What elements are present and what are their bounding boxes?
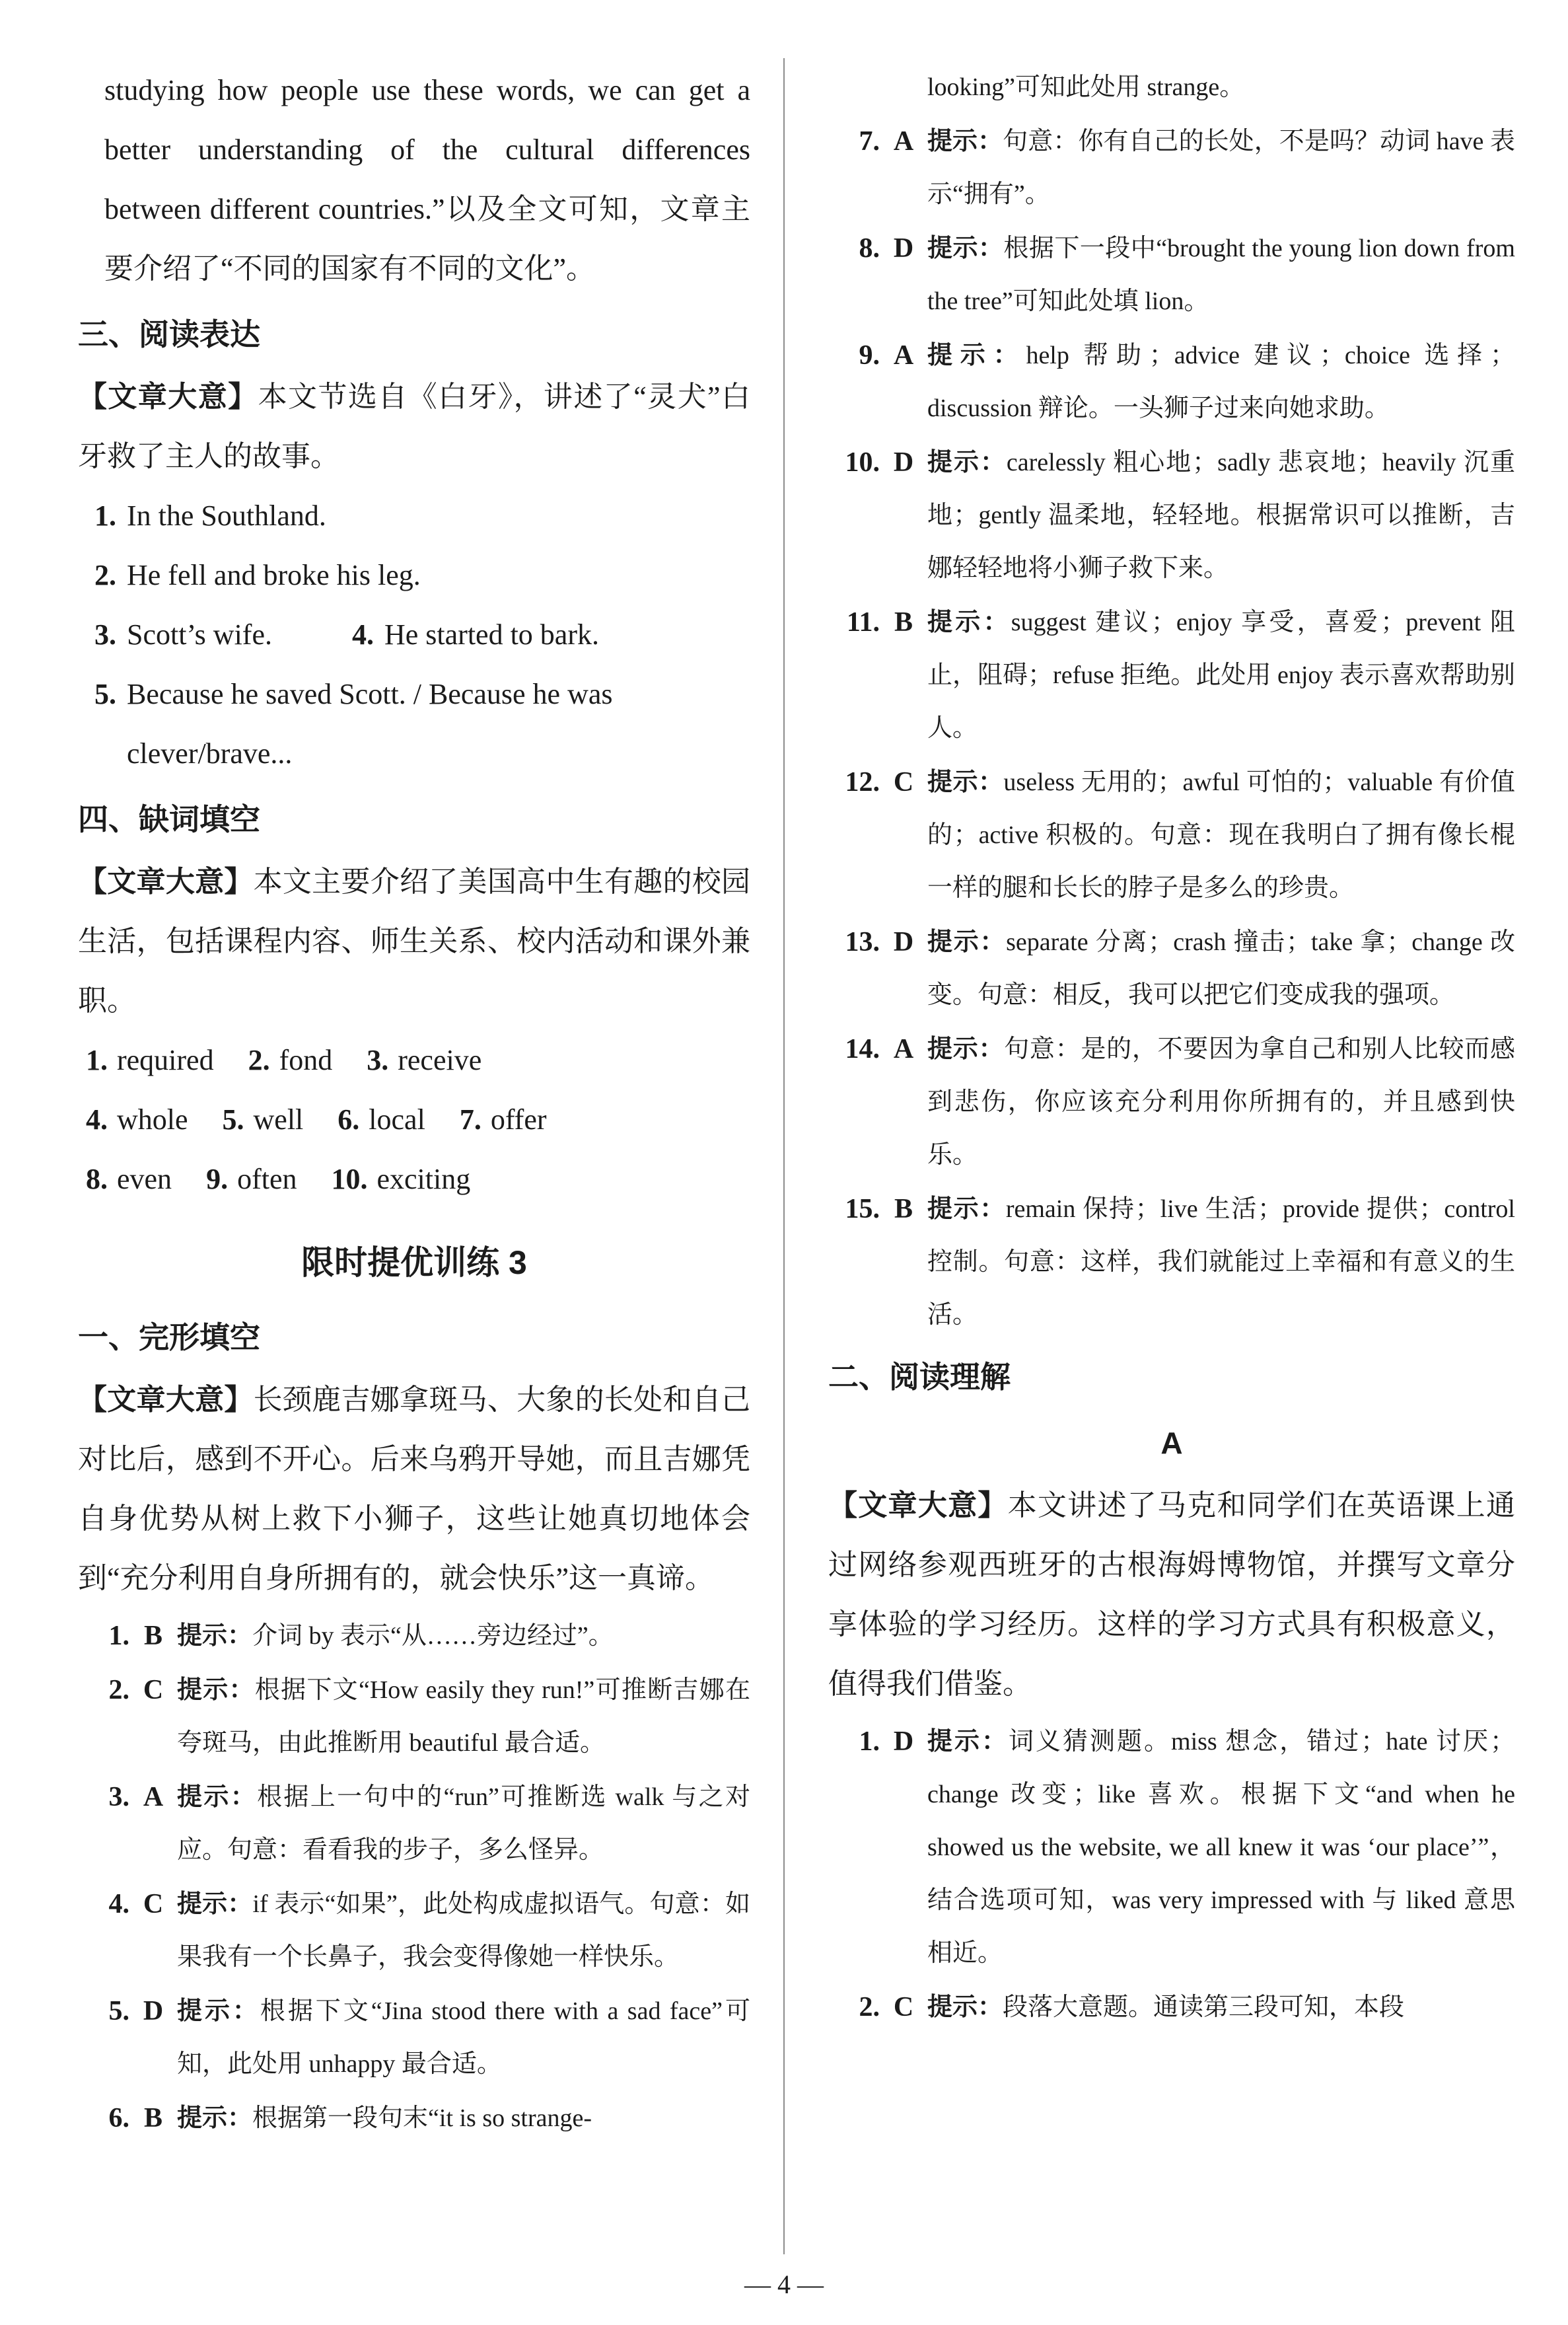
word-answer [223, 1090, 304, 1150]
answer-text: exciting [376, 1163, 471, 1195]
answer-number: 5. [108, 1996, 129, 2026]
hint-label: 提示： [177, 2104, 253, 2132]
answer-number: 13. [845, 927, 880, 957]
answer-text: whole [117, 1103, 188, 1136]
answer-item [828, 916, 1515, 1021]
word-answer [86, 1150, 172, 1209]
section-title-reading-expression: 三、阅读表达 [78, 317, 260, 351]
hint-continuation: looking”可知此处用 strange。 [927, 73, 1245, 101]
summary-text: 本文主要介绍了美国高中生有趣的校园生活，包括课程内容、师生关系、校内活动和课外兼职。 [78, 866, 751, 1017]
answer-letter: D [893, 1726, 914, 1757]
hint-text: 词义猜测题。miss 想念，错过；hate 讨厌；change 改变；like 喜欢。根据下文“and when he showed us the website, we all knew it was ‘our place’”，结合选项可知，was very impressed with 与 liked 意思相近。 [927, 1728, 1515, 1967]
answer-number: 2. [94, 559, 116, 591]
answer-item [78, 2092, 750, 2145]
hint-label: 提示： [927, 449, 1007, 476]
hint-text: remain 保持；live 生活；provide 提供；control 控制。句意：这样，我们就能过上幸福和有意义的生活。 [927, 1195, 1515, 1329]
answer-number: 5. [94, 678, 116, 710]
answer-number: 8. [86, 1163, 108, 1195]
answer-number: 5. [222, 1103, 244, 1136]
answer-text: often [237, 1163, 297, 1195]
answer-number: 2. [859, 1992, 880, 2022]
summary-text: 长颈鹿吉娜拿斑马、大象的长处和自己对比后，感到不开心。后来乌鸦开导她，而且吉娜凭自身优势从树上救下小狮子，这些让她真切地体会到“充分利用自身所拥有的，就会快乐”这一真谛。 [78, 1384, 751, 1594]
answer-number: 7. [459, 1103, 481, 1136]
word-answer [338, 1090, 425, 1150]
answer-item [828, 756, 1515, 914]
answer-number: 9. [206, 1163, 229, 1195]
answer-letter: D [893, 447, 914, 478]
answer-text: Scott’s wife. [127, 618, 272, 651]
answer-item [828, 596, 1515, 755]
answer-number: 2. [248, 1044, 270, 1076]
answer-letter: A [143, 1782, 164, 1812]
hint-text: 介词 by 表示“从……旁边经过”。 [252, 1622, 614, 1650]
right-column [828, 61, 1515, 2035]
answer-number: 3. [367, 1044, 389, 1076]
hint-label: 提示： [177, 1783, 258, 1811]
hint-text: 根据上一句中的“run”可推断选 walk 与之对应。句意：看看我的步子，多么怪异。 [177, 1783, 750, 1864]
answer-letter: C [143, 1675, 164, 1705]
answer-text: required [117, 1044, 214, 1076]
hint-label: 提示： [927, 342, 1026, 369]
hint-text: 段落大意题。通读第三段可知，本段 [1003, 1993, 1405, 2021]
short-answer [78, 665, 750, 784]
answer-number: 10. [845, 447, 880, 478]
short-answer [78, 486, 750, 546]
word-answer-row [78, 1031, 750, 1090]
answer-number: 14. [845, 1034, 880, 1064]
hint-label: 提示： [927, 1728, 1009, 1755]
short-answer [336, 605, 599, 665]
answer-letter: B [143, 1621, 162, 1651]
hint-text: 句意：你有自己的长处，不是吗？动词 have 表示“拥有”。 [927, 128, 1515, 208]
hint-label: 提示： [927, 235, 1004, 262]
answer-item [828, 436, 1515, 595]
hint-label: 提示： [177, 1890, 253, 1918]
section-title-cloze: 一、完形填空 [78, 1320, 260, 1354]
article-summary [78, 852, 750, 1031]
article-summary [828, 1476, 1515, 1714]
summary-text: 本文讲述了马克和同学们在英语课上通过网络参观西班牙的古根海姆博物馆，并撰写文章分享体验的学习经历。这样的学习方式具有积极意义，值得我们借鉴。 [828, 1489, 1516, 1700]
answer-item [78, 1878, 750, 1983]
word-answer [206, 1150, 297, 1209]
answer-letter: D [893, 233, 914, 264]
answer-text: Because he saved Scott. / Because he was clever/brave... [127, 678, 613, 770]
answer-number: 4. [351, 618, 374, 651]
answer-text: local [369, 1103, 425, 1136]
passage-label: A [1160, 1426, 1183, 1460]
word-answer [86, 1090, 188, 1150]
answer-item [78, 1664, 750, 1769]
word-answer [367, 1031, 481, 1090]
summary-label: 【文章大意】 [78, 866, 254, 898]
hint-label: 提示： [927, 1993, 1003, 2021]
answer-letter: C [143, 1889, 164, 1919]
answer-number: 4. [86, 1103, 108, 1136]
hint-label: 提示： [927, 1195, 1006, 1223]
hint-text: suggest 建议；enjoy 享受，喜爱；prevent 阻止，阻碍；refuse 拒绝。此处用 enjoy 表示喜欢帮助别人。 [927, 609, 1515, 742]
hint-label: 提示： [927, 1035, 1005, 1063]
answer-text: He started to bark. [384, 618, 599, 651]
answer-item [78, 1985, 750, 2090]
answer-letter: D [143, 1996, 164, 2026]
page-number: — 4 — [744, 2270, 824, 2299]
answer-letter: A [893, 340, 914, 371]
hint-text: 根据下一段中“brought the young lion down from the tree”可知此处填 lion。 [927, 235, 1515, 315]
answer-item [78, 1771, 750, 1876]
answer-number: 3. [108, 1782, 129, 1812]
answer-number: 15. [845, 1194, 880, 1224]
hint-text: 句意：是的，不要因为拿自己和别人比较而感到悲伤，你应该充分利用你所拥有的，并且感到快乐。 [927, 1035, 1515, 1169]
answer-letter: B [894, 1194, 913, 1224]
hint-label: 提示： [927, 128, 1003, 155]
answer-text: well [253, 1103, 304, 1136]
hint-text: 根据下文“Jina stood there with a sad face”可知，此处用 unhappy 最合适。 [177, 1997, 750, 2078]
left-column [78, 61, 750, 2146]
answer-text: In the Southland. [127, 499, 326, 532]
word-answer [331, 1150, 470, 1209]
answer-number: 3. [94, 618, 116, 651]
hint-label: 提示： [177, 1997, 260, 2025]
answer-item [828, 222, 1515, 328]
summary-label: 【文章大意】 [78, 381, 258, 413]
answer-number: 10. [331, 1163, 368, 1195]
hint-text: 根据下文“How easily they run!”可推断吉娜在夸斑马，由此推断用 beautiful 最合适。 [177, 1676, 750, 1757]
answer-number: 1. [859, 1726, 880, 1757]
answer-number: 8. [859, 233, 880, 264]
answer-letter: D [893, 927, 914, 957]
word-answer-row [78, 1090, 750, 1150]
answer-letter: A [893, 126, 914, 157]
column-divider [783, 58, 785, 2254]
summary-label: 【文章大意】 [78, 1384, 254, 1416]
answer-text: receive [398, 1044, 482, 1076]
section-title-reading-comprehension: 二、阅读理解 [828, 1360, 1011, 1394]
answer-letter: C [893, 1992, 914, 2022]
answer-text: He fell and broke his leg. [127, 559, 421, 591]
answer-text: fond [279, 1044, 333, 1076]
answer-number: 1. [94, 499, 116, 532]
answer-text: even [117, 1163, 172, 1195]
answer-letter: C [893, 767, 914, 797]
short-answer-pair-row [78, 605, 750, 665]
answer-item [828, 1183, 1515, 1341]
training-unit-title: 限时提优训练 3 [301, 1244, 527, 1281]
answer-letter: A [893, 1034, 914, 1064]
answer-item [828, 1715, 1515, 1979]
answer-letter: B [143, 2103, 162, 2133]
hint-text: if 表示“如果”，此处构成虚拟语气。句意：如果我有一个长鼻子，我会变得像她一样快乐。 [177, 1890, 750, 1971]
hint-label: 提示： [927, 928, 1007, 956]
hint-text: useless 无用的；awful 可怕的；valuable 有价值的；active 积极的。句意：现在我明白了拥有像长棍一样的腿和长长的脖子是多么的珍贵。 [927, 768, 1515, 902]
summary-label: 【文章大意】 [828, 1489, 1008, 1522]
answer-item [78, 1609, 750, 1662]
short-answer [78, 546, 750, 605]
answer-item [828, 1023, 1515, 1181]
hint-label: 提示： [927, 768, 1004, 796]
answer-number: 1. [108, 1621, 129, 1651]
article-summary [78, 1370, 750, 1608]
word-answer-row [78, 1150, 750, 1209]
answer-number: 1. [86, 1044, 108, 1076]
answer-item [828, 115, 1515, 221]
answer-letter: B [894, 607, 913, 638]
hint-label: 提示： [177, 1676, 255, 1704]
answer-number: 9. [859, 340, 880, 371]
hint-text: help 帮助；advice 建议；choice 选择；discussion 辩论。一头狮子过来向她求助。 [927, 342, 1515, 422]
hint-label: 提示： [177, 1622, 253, 1650]
hint-text: 根据第一段句末“it is so strange- [252, 2104, 592, 2132]
answer-number: 7. [859, 126, 880, 157]
page-footer [0, 2265, 1568, 2305]
word-answer [86, 1031, 214, 1090]
article-summary [78, 367, 750, 486]
section-title-missing-word: 四、缺词填空 [78, 802, 260, 836]
answer-number: 12. [845, 767, 880, 797]
answer-number: 4. [108, 1889, 129, 1919]
hint-text: separate 分离；crash 撞击；take 拿；change 改变。句意：相反，我可以把它们变成我的强项。 [927, 928, 1515, 1009]
answer-item [828, 1981, 1515, 2034]
answer-number: 6. [108, 2103, 129, 2133]
answer-item [828, 329, 1515, 435]
word-answer [460, 1090, 547, 1150]
continuation-paragraph: studying how people use these words, we can get a better understanding of the cultural differences between different countries.”以及全文可知，文章主要介绍了“不同的国家有不同的文化”。 [104, 74, 750, 285]
answer-text: offer [490, 1103, 547, 1136]
short-answer [78, 605, 272, 665]
answer-number: 6. [338, 1103, 360, 1136]
summary-text: 本文节选自《白牙》，讲述了“灵犬”白牙救了主人的故事。 [78, 381, 750, 472]
hint-text: carelessly 粗心地；sadly 悲哀地；heavily 沉重地；gently 温柔地，轻轻地。根据常识可以推断，吉娜轻轻地将小狮子救下来。 [927, 449, 1515, 582]
word-answer [248, 1031, 333, 1090]
hint-label: 提示： [927, 609, 1011, 636]
answer-number: 11. [846, 607, 880, 638]
answer-number: 2. [108, 1675, 129, 1705]
